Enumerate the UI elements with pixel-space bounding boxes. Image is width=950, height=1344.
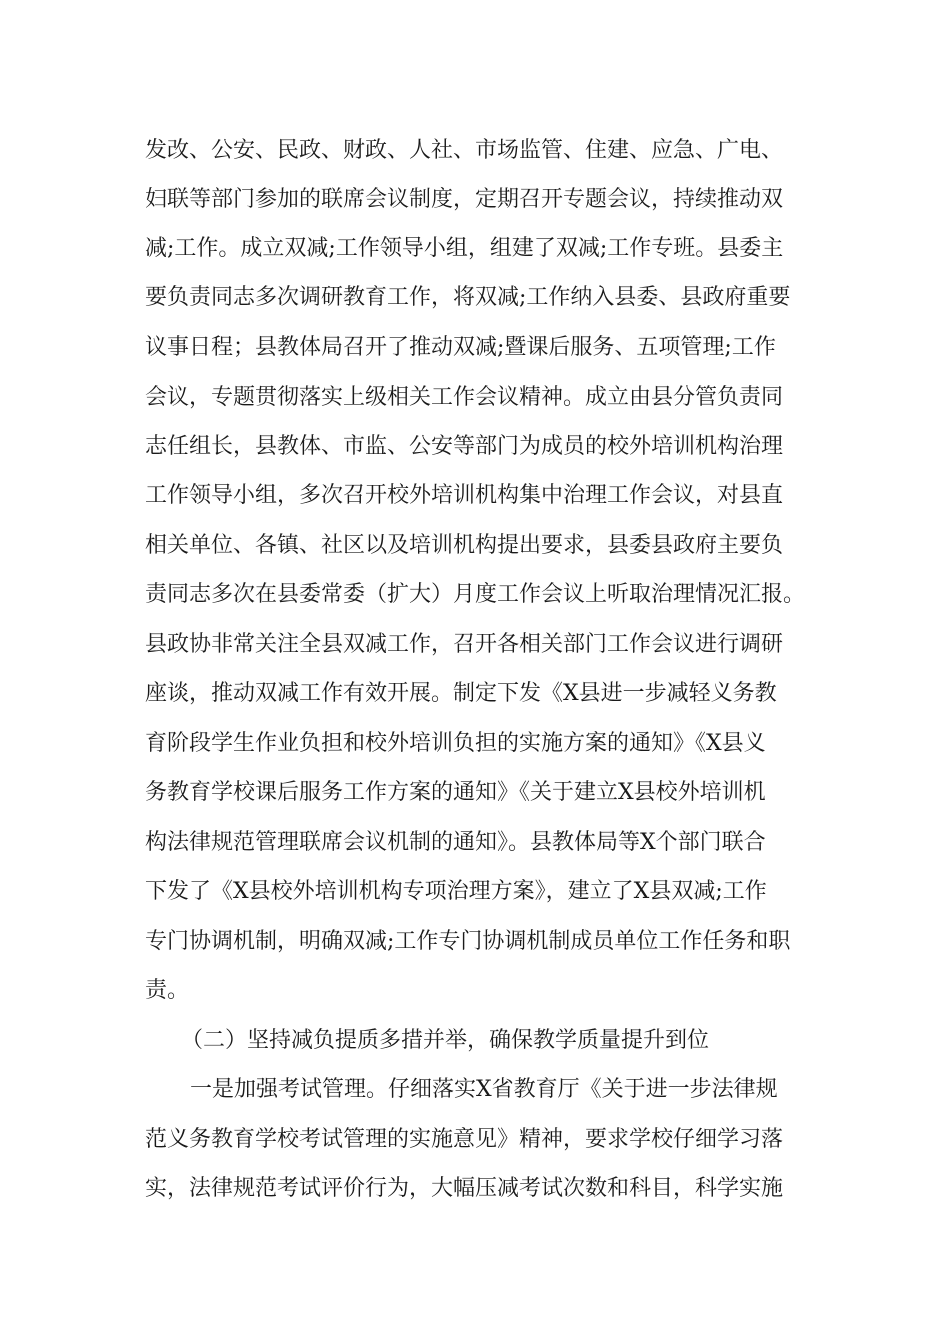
line-text: 实，法律规范考试评价行为，大幅压减考试次数和科目，科学实施	[145, 1176, 784, 1201]
paragraph-line	[0, 823, 950, 863]
paragraph-line	[0, 378, 950, 418]
paragraph-line	[0, 773, 950, 813]
paragraph-line	[0, 872, 950, 912]
line-text: 县政协非常关注全县双减工作，召开各相关部门工作会议进行调研	[145, 632, 784, 657]
section-heading	[0, 1021, 950, 1061]
line-text: 育阶段学生作业负担和校外培训负担的实施方案的通知》《X县义	[145, 731, 766, 756]
line-text: 相关单位、各镇、社区以及培训机构提出要求，县委县政府主要负	[145, 533, 784, 558]
paragraph-line	[0, 526, 950, 566]
paragraph-line	[0, 1169, 950, 1209]
paragraph-line	[0, 971, 950, 1011]
line-text: 减;工作。成立双减;工作领导小组，组建了双减;工作专班。县委主	[145, 236, 784, 261]
line-text: 构法律规范管理联席会议机制的通知》。县教体局等X个部门联合	[145, 830, 766, 855]
paragraph-line	[0, 625, 950, 665]
paragraph-line	[0, 724, 950, 764]
paragraph-line	[0, 131, 950, 171]
line-text: 工作领导小组，多次召开校外培训机构集中治理工作会议，对县直	[145, 483, 784, 508]
line-text: 妇联等部门参加的联席会议制度，定期召开专题会议，持续推动双	[145, 187, 784, 212]
line-text: 责。	[145, 978, 190, 1003]
paragraph-line	[0, 575, 950, 615]
paragraph-line	[0, 427, 950, 467]
line-text: 议事日程；县教体局召开了推动双减;暨课后服务、五项管理;工作	[145, 335, 776, 360]
line-text: 一是加强考试管理。仔细落实X省教育厅《关于进一步法律规	[190, 1077, 778, 1102]
line-text: 专门协调机制，明确双减;工作专门协调机制成员单位工作任务和职	[145, 929, 791, 954]
paragraph-line	[0, 328, 950, 368]
line-text: 志任组长，县教体、市监、公安等部门为成员的校外培训机构治理	[145, 434, 784, 459]
paragraph-line	[0, 476, 950, 516]
line-text: 责同志多次在县委常委（扩大）月度工作会议上听取治理情况汇报。	[145, 582, 806, 607]
paragraph-line	[0, 1120, 950, 1160]
line-text: 要负责同志多次调研教育工作，将双减;工作纳入县委、县政府重要	[145, 285, 791, 310]
line-text: 会议，专题贯彻落实上级相关工作会议精神。成立由县分管负责同	[145, 385, 784, 410]
paragraph-line	[0, 229, 950, 269]
line-text: 发改、公安、民政、财政、人社、市场监管、住建、应急、广电、	[145, 138, 784, 163]
paragraph-line	[0, 180, 950, 220]
paragraph-line	[0, 922, 950, 962]
line-text: 务教育学校课后服务工作方案的通知》《关于建立X县校外培训机	[145, 780, 766, 805]
paragraph-line	[0, 1070, 950, 1110]
line-text: 范义务教育学校考试管理的实施意见》精神，要求学校仔细学习落	[145, 1127, 784, 1152]
line-text: 下发了《X县校外培训机构专项治理方案》，建立了X县双减;工作	[145, 879, 767, 904]
line-text: 座谈，推动双减工作有效开展。制定下发《X县进一步减轻义务教	[145, 681, 777, 706]
heading-text: （二）坚持减负提质多措并举，确保教学质量提升到位	[181, 1028, 710, 1053]
paragraph-line	[0, 674, 950, 714]
paragraph-line	[0, 278, 950, 318]
